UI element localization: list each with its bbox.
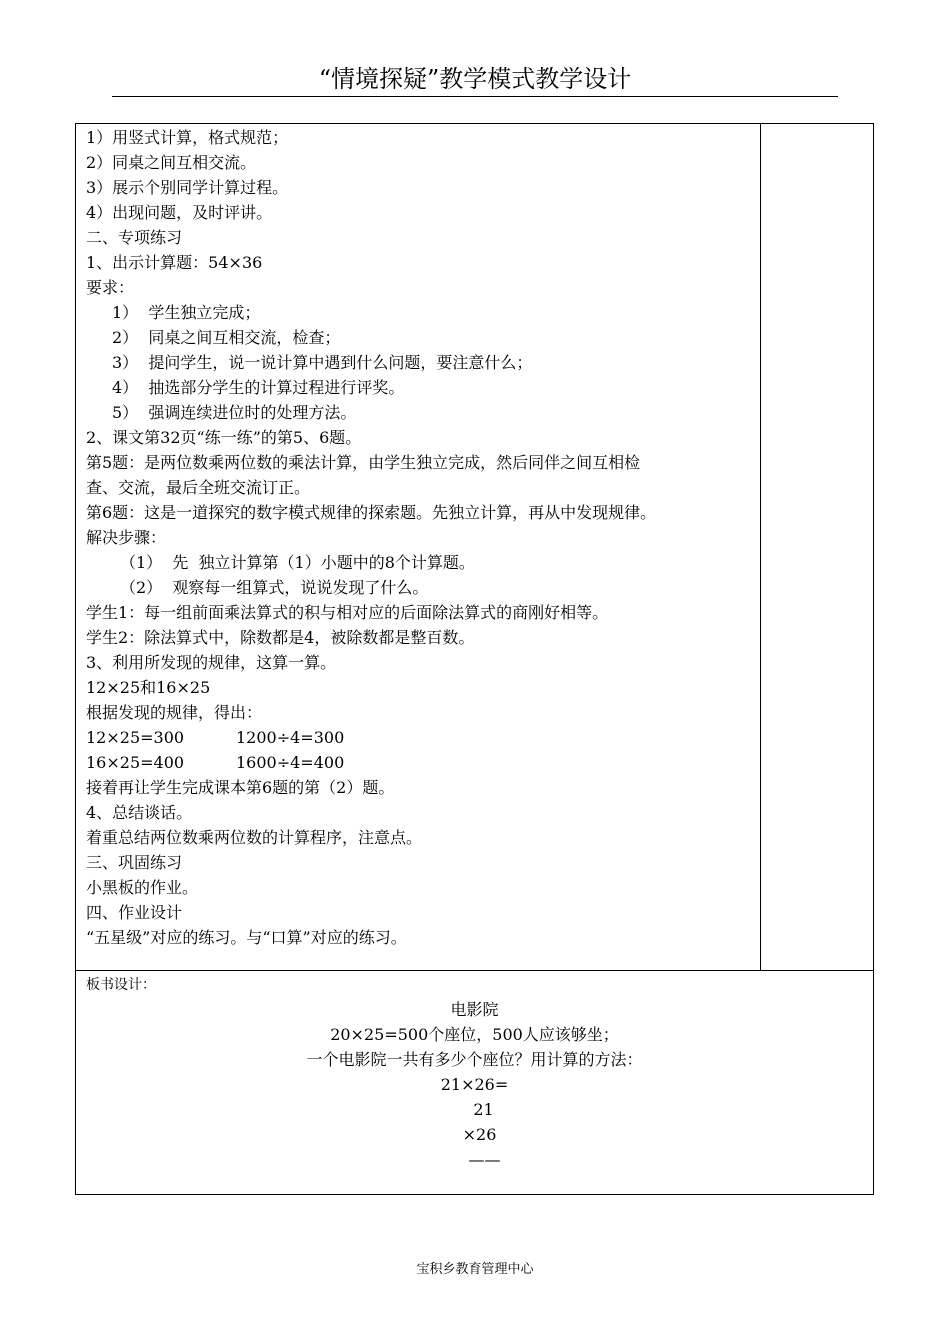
requirement-item: 2） 同桌之间互相交流，检查； <box>112 328 341 347</box>
title-underline <box>112 96 838 97</box>
step-item: （1） 先 独立计算第（1）小题中的8个计算题。 <box>120 553 475 572</box>
section-heading: 四、作业设计 <box>86 903 183 922</box>
content-line: 要求： <box>86 278 135 297</box>
content-line: 第6题：这是一道探究的数字模式规律的探索题。先独立计算，再从中发现规律。 <box>86 503 657 522</box>
step-item: （2） 观察每一组算式，说说发现了什么。 <box>120 578 429 597</box>
section-heading: 二、专项练习 <box>86 228 183 247</box>
page-footer: 宝积乡教育管理中心 <box>416 1262 534 1277</box>
content-line: 2、课文第32页“练一练”的第5、6题。 <box>86 428 362 447</box>
content-line: 第5题：是两位数乘两位数的乘法计算，由学生独立完成，然后同伴之间互相检 <box>86 453 641 472</box>
content-line: 12×25和16×25 <box>86 678 211 697</box>
board-line: 20×25=500个座位，500人应该够坐； <box>330 1025 619 1044</box>
content-line: 3、利用所发现的规律，这算一算。 <box>86 653 337 672</box>
board-design <box>76 997 873 1172</box>
content-line: 1、出示计算题：54×36 <box>86 253 263 272</box>
content-line: 学生1：每一组前面乘法算式的积与相对应的后面除法算式的商刚好相等。 <box>86 603 609 622</box>
equation: 12×25=300 <box>86 728 185 747</box>
board-line: 21×26= <box>440 1075 509 1094</box>
requirement-item: 3） 提问学生，说一说计算中遇到什么问题，要注意什么； <box>112 353 533 372</box>
content-line: 学生2：除法算式中，除数都是4，被除数都是整百数。 <box>86 628 475 647</box>
lesson-table <box>75 123 874 1195</box>
requirement-item: 4） 抽选部分学生的计算过程进行评奖。 <box>112 378 405 397</box>
equation: 1200÷4=300 <box>236 728 345 747</box>
board-design-label: 板书设计： <box>86 977 156 993</box>
content-line: 查、交流，最后全班交流订正。 <box>86 478 311 497</box>
content-line: 3）展示个别同学计算过程。 <box>86 178 289 197</box>
equation: 1600÷4=400 <box>236 753 345 772</box>
content-line: 接着再让学生完成课本第6题的第（2）题。 <box>86 778 395 797</box>
content-line: 着重总结两位数乘两位数的计算程序，注意点。 <box>86 828 423 847</box>
requirement-item: 5） 强调连续进位时的处理方法。 <box>112 403 357 422</box>
column-divider <box>760 124 761 970</box>
requirement-item: 1） 学生独立完成； <box>112 303 261 322</box>
row-divider <box>76 970 873 971</box>
section-heading: 三、巩固练习 <box>86 853 183 872</box>
content-line: 1）用竖式计算，格式规范； <box>86 128 289 147</box>
equation-row <box>86 725 756 750</box>
content-line: 4、总结谈话。 <box>86 803 193 822</box>
board-line: 一个电影院一共有多少个座位？用计算的方法： <box>306 1050 643 1069</box>
content-line: 解决步骤： <box>86 528 167 547</box>
board-line: —— <box>468 1150 501 1169</box>
content-line: “五星级”对应的练习。与“口算”对应的练习。 <box>86 928 407 947</box>
board-line: ×26 <box>462 1125 497 1144</box>
content-line: 小黑板的作业。 <box>86 878 199 897</box>
board-line: 21 <box>473 1100 494 1119</box>
equation: 16×25=400 <box>86 753 185 772</box>
page-title: “情境探疑”教学模式教学设计 <box>318 65 632 93</box>
lesson-content <box>86 125 756 950</box>
content-line: 根据发现的规律，得出： <box>86 703 263 722</box>
equation-row <box>86 750 756 775</box>
board-line: 电影院 <box>450 1000 499 1019</box>
content-line: 2）同桌之间互相交流。 <box>86 153 257 172</box>
content-line: 4）出现问题，及时评讲。 <box>86 203 273 222</box>
